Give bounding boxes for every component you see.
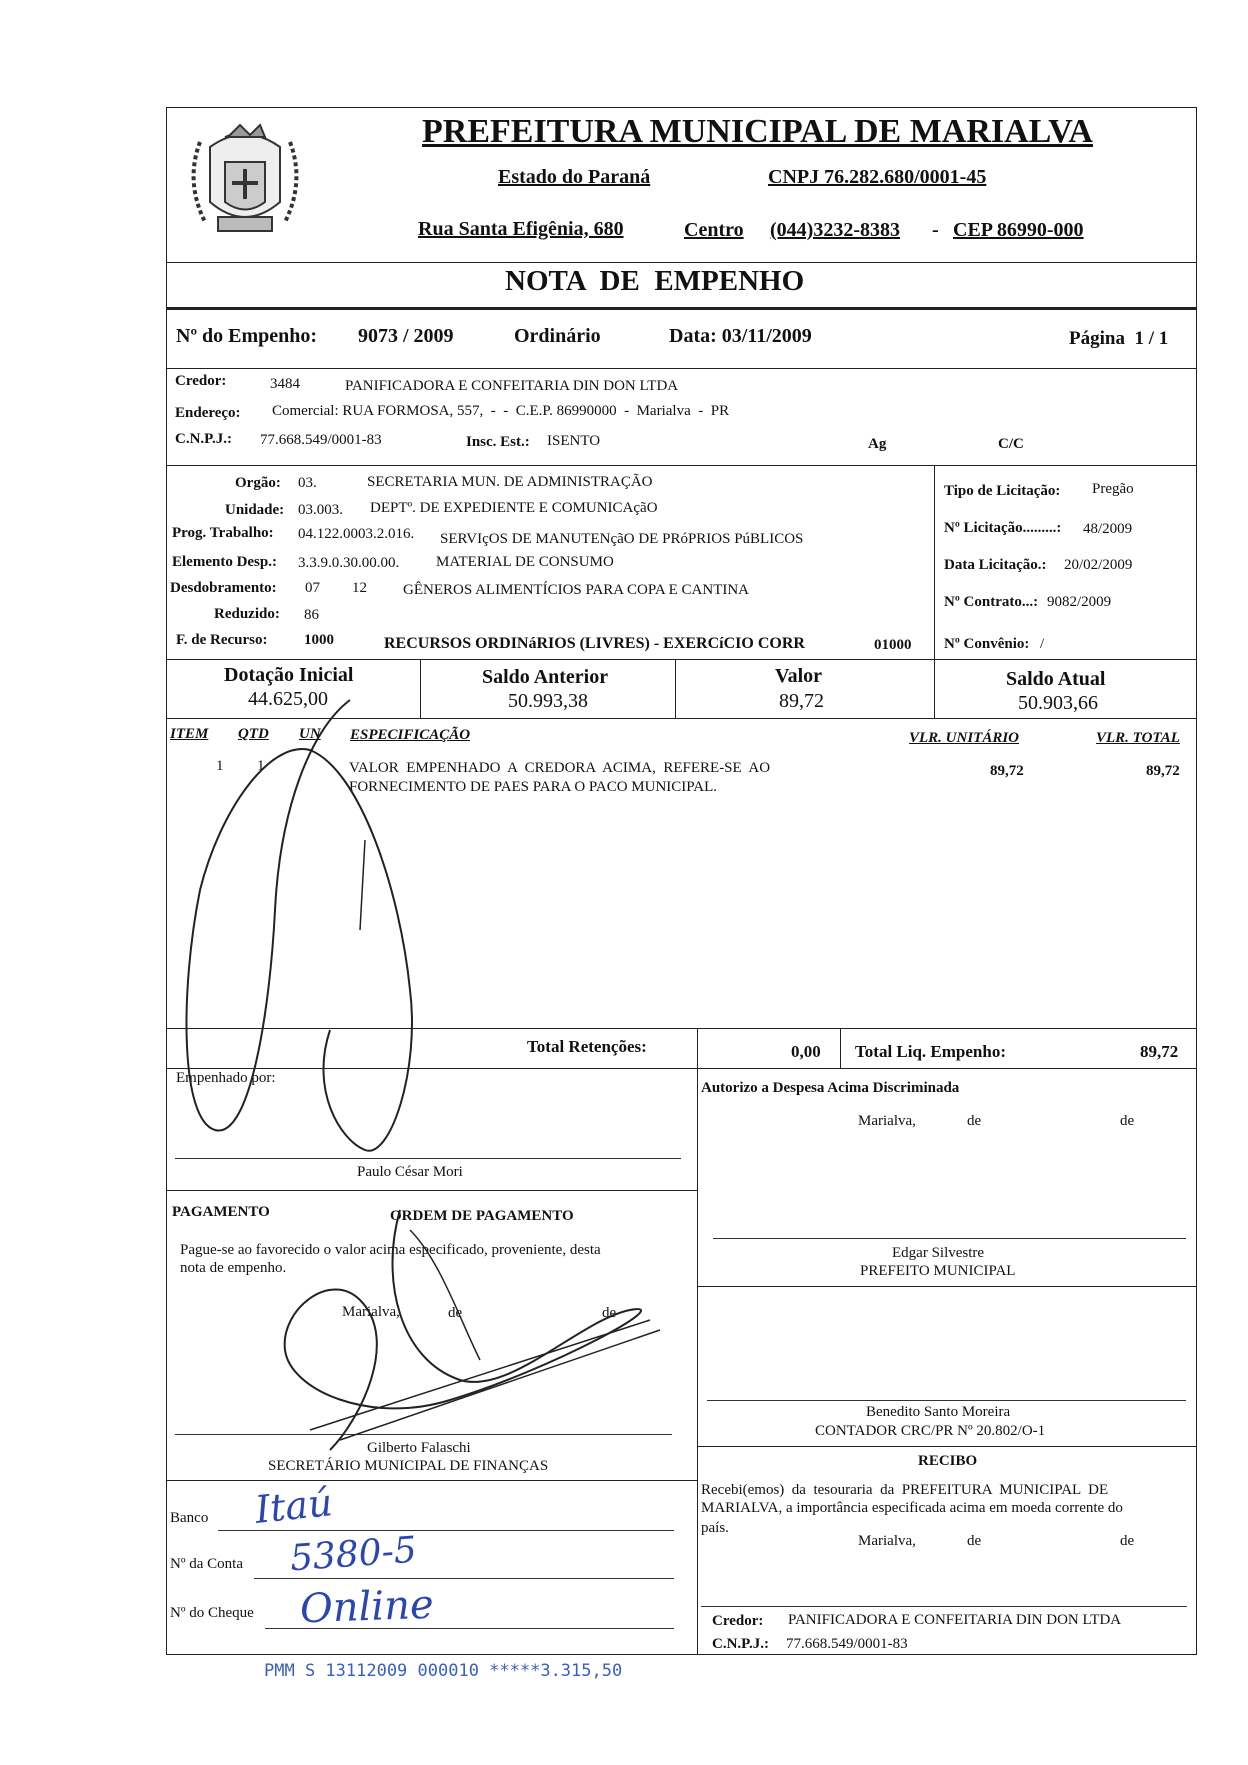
item-unit-price: 89,72 (990, 763, 1024, 779)
saldo-atual-label: Saldo Atual (1006, 668, 1106, 690)
empenho-label: Nº do Empenho: (176, 325, 318, 347)
address-label: Endereço: (175, 405, 241, 421)
cheque-label: Nº do Cheque (170, 1605, 254, 1621)
orgao-name: SECRETARIA MUN. DE ADMINISTRAÇÃO (367, 474, 653, 490)
ag-label: Ag (868, 436, 887, 452)
signature-scribble (250, 1200, 670, 1470)
credor-name: PANIFICADORA E CONFEITARIA DIN DON LTDA (345, 378, 679, 394)
empenhado-label: Empenhado por: (176, 1070, 276, 1086)
banco-label: Banco (170, 1510, 209, 1526)
unidade-name: DEPTº. DE EXPEDIENTE E COMUNICAçãO (370, 500, 658, 516)
qtd-header: QTD (238, 726, 269, 742)
saldo-anterior-label: Saldo Anterior (482, 666, 609, 688)
divider (166, 1190, 697, 1191)
credor-cnpj-label: C.N.P.J.: (175, 431, 232, 447)
reduzido-label: Reduzido: (214, 606, 280, 622)
convenio-label: Nº Convênio: (944, 636, 1030, 652)
signature-scribble (160, 690, 480, 1170)
header-district: Centro (684, 219, 744, 241)
divider (697, 1028, 698, 1654)
insc-value: ISENTO (547, 433, 601, 449)
pagamento-text-line2: nota de empenho. (180, 1260, 287, 1276)
signature-line (713, 1238, 1186, 1239)
divider (697, 1286, 1197, 1287)
recibo-text-line2: MARIALVA, a importância especificada acima em moeda corrente do (701, 1500, 1123, 1516)
unidade-code: 03.003. (298, 502, 343, 518)
recurso-code2: 01000 (874, 637, 912, 653)
contrato-label: Nº Contrato...: (944, 594, 1039, 610)
autorizo-de2: de (1120, 1113, 1135, 1129)
recibo-text-line1: Recebi(emos) da tesouraria da PREFEITURA MUNICIPAL DE (701, 1482, 1109, 1498)
item-header: ITEM (170, 726, 209, 742)
signature-line (707, 1400, 1186, 1401)
spec-header: ESPECIFICAÇÃO (350, 727, 471, 743)
elemento-label: Elemento Desp.: (172, 554, 277, 570)
divider (166, 368, 1197, 369)
autorizo-de1: de (967, 1113, 982, 1129)
divider (166, 1480, 697, 1481)
recibo-credor: PANIFICADORA E CONFEITARIA DIN DON LTDA (788, 1612, 1122, 1628)
prefeito-name: Edgar Silvestre (892, 1245, 985, 1261)
convenio-value: / (1040, 636, 1045, 652)
contador-name: Benedito Santo Moreira (866, 1404, 1011, 1420)
item-number: 1 (216, 758, 224, 774)
ordem-pagamento: ORDEM DE PAGAMENTO (390, 1208, 574, 1224)
retencoes-label: Total Retenções: (527, 1037, 647, 1056)
un-header: UN (299, 726, 321, 742)
financas-role: SECRETÁRIO MUNICIPAL DE FINANÇAS (268, 1458, 549, 1474)
recibo-cnpj: 77.668.549/0001-83 (786, 1636, 908, 1652)
prog-name: SERVIçOS DE MANUTENçãO DE PRóPRIOS PúBLICOS (440, 531, 804, 547)
divider (934, 465, 935, 719)
unidade-label: Unidade: (225, 502, 285, 518)
liq-empenho-label: Total Liq. Empenho: (855, 1042, 1006, 1061)
prog-label: Prog. Trabalho: (172, 525, 274, 541)
saldo-atual-value: 50.903,66 (1018, 692, 1098, 714)
header-cep: CEP 86990-000 (953, 219, 1084, 241)
contrato-value: 9082/2009 (1047, 594, 1112, 610)
divider (166, 307, 1197, 310)
financas-name: Gilberto Falaschi (367, 1440, 471, 1456)
item-spec-line1: VALOR EMPENHADO A CREDORA ACIMA, REFERE-SE AO (349, 760, 771, 776)
header-title: PREFEITURA MUNICIPAL DE MARIALVA (422, 113, 1093, 150)
item-spec-line2: FORNECIMENTO DE PAES PARA O PACO MUNICIPAL. (349, 779, 718, 795)
empenhado-name: Paulo César Mori (357, 1164, 463, 1180)
pagamento-de2: de (602, 1305, 617, 1321)
contador-role: CONTADOR CRC/PR Nº 20.802/O-1 (815, 1423, 1046, 1439)
autorizo-label: Autorizo a Despesa Acima Discriminada (701, 1080, 960, 1096)
item-total: 89,72 (1146, 763, 1180, 779)
conta-line (254, 1578, 674, 1579)
header-phone: (044)3232-8383 (770, 219, 900, 241)
banco-handwritten: Itaú (252, 1480, 335, 1532)
page-number: Página 1 / 1 (1069, 328, 1169, 349)
recibo-de2: de (1120, 1533, 1135, 1549)
unit-price-header: VLR. UNITÁRIO (909, 730, 1020, 746)
autorizo-city: Marialva, (858, 1113, 916, 1129)
recibo-label: RECIBO (918, 1453, 978, 1469)
insc-label: Insc. Est.: (466, 434, 530, 450)
pagamento-text-line1: Pague-se ao favorecido o valor acima especificado, proveniente, desta (180, 1242, 601, 1258)
licitacao-num: 48/2009 (1083, 521, 1133, 537)
pagamento-de1: de (448, 1305, 463, 1321)
recibo-city: Marialva, (858, 1533, 916, 1549)
retencoes-value: 0,00 (791, 1042, 821, 1061)
conta-handwritten: 5380-5 (288, 1529, 418, 1580)
credor-code: 3484 (270, 376, 300, 392)
desdobramento-code1: 07 (305, 580, 320, 596)
recibo-cnpj-label: C.N.P.J.: (712, 1636, 769, 1652)
divider (697, 1446, 1197, 1447)
valor-label: Valor (775, 665, 823, 687)
tipo-licitacao-label: Tipo de Licitação: (944, 483, 1061, 499)
divider (840, 1028, 841, 1068)
total-header: VLR. TOTAL (1096, 730, 1180, 746)
saldo-anterior-value: 50.993,38 (508, 690, 588, 712)
header-street: Rua Santa Efigênia, 680 (418, 218, 624, 240)
dotacao-value: 44.625,00 (248, 688, 328, 710)
licitacao-data: 20/02/2009 (1064, 557, 1133, 573)
pagamento-label: PAGAMENTO (172, 1204, 270, 1220)
prefeito-role: PREFEITO MUNICIPAL (860, 1263, 1016, 1279)
reduzido-value: 86 (304, 607, 319, 623)
tipo-licitacao: Pregão (1092, 481, 1134, 497)
empenho-number: 9073 / 2009 (358, 325, 454, 347)
elemento-name: MATERIAL DE CONSUMO (436, 554, 614, 570)
divider (675, 659, 676, 719)
orgao-code: 03. (298, 475, 317, 491)
elemento-code: 3.3.9.0.30.00.00. (298, 555, 400, 571)
empenho-date: Data: 03/11/2009 (669, 325, 812, 347)
orgao-label: Orgão: (235, 475, 281, 491)
dotacao-label: Dotação Inicial (224, 664, 354, 686)
header-cnpj: CNPJ 76.282.680/0001-45 (768, 166, 987, 188)
recibo-text-line3: país. (701, 1520, 729, 1536)
item-qtd: 1 (257, 758, 265, 774)
recurso-code: 1000 (304, 632, 334, 648)
bank-stamp: PMM S 13112009 000010 *****3.315,50 (264, 1661, 623, 1681)
divider (166, 465, 1197, 466)
desdobramento-name: GÊNEROS ALIMENTÍCIOS PARA COPA E CANTINA (403, 582, 750, 598)
recibo-credor-label: Credor: (712, 1613, 764, 1629)
liq-empenho-value: 89,72 (1140, 1042, 1179, 1061)
divider (166, 262, 1197, 263)
recibo-de1: de (967, 1533, 982, 1549)
valor-value: 89,72 (779, 690, 824, 712)
recurso-label: F. de Recurso: (176, 632, 268, 648)
pagamento-city: Marialva, (342, 1304, 400, 1320)
cc-label: C/C (998, 436, 1024, 452)
divider (166, 659, 1197, 660)
desdobramento-label: Desdobramento: (170, 580, 277, 596)
prog-code: 04.122.0003.2.016. (298, 526, 415, 542)
licitacao-data-label: Data Licitação.: (944, 557, 1047, 573)
cheque-handwritten: Online (299, 1581, 435, 1633)
credor-cnpj: 77.668.549/0001-83 (260, 432, 382, 448)
signature-line (701, 1606, 1187, 1607)
licitacao-num-label: Nº Licitação.........: (944, 520, 1062, 536)
credor-address: Comercial: RUA FORMOSA, 557, - - C.E.P. 86990000 - Marialva - PR (272, 403, 730, 419)
document-title: NOTA DE EMPENHO (505, 265, 805, 297)
credor-label: Credor: (175, 373, 227, 389)
recurso-name: RECURSOS ORDINáRIOS (LIVRES) - EXERCíCIO CORR (384, 635, 805, 652)
desdobramento-code2: 12 (352, 580, 367, 596)
header-state: Estado do Paraná (498, 166, 651, 188)
header-dash: - (932, 219, 939, 241)
conta-label: Nº da Conta (170, 1556, 243, 1572)
banco-line (218, 1530, 674, 1531)
empenho-type: Ordinário (514, 325, 601, 347)
